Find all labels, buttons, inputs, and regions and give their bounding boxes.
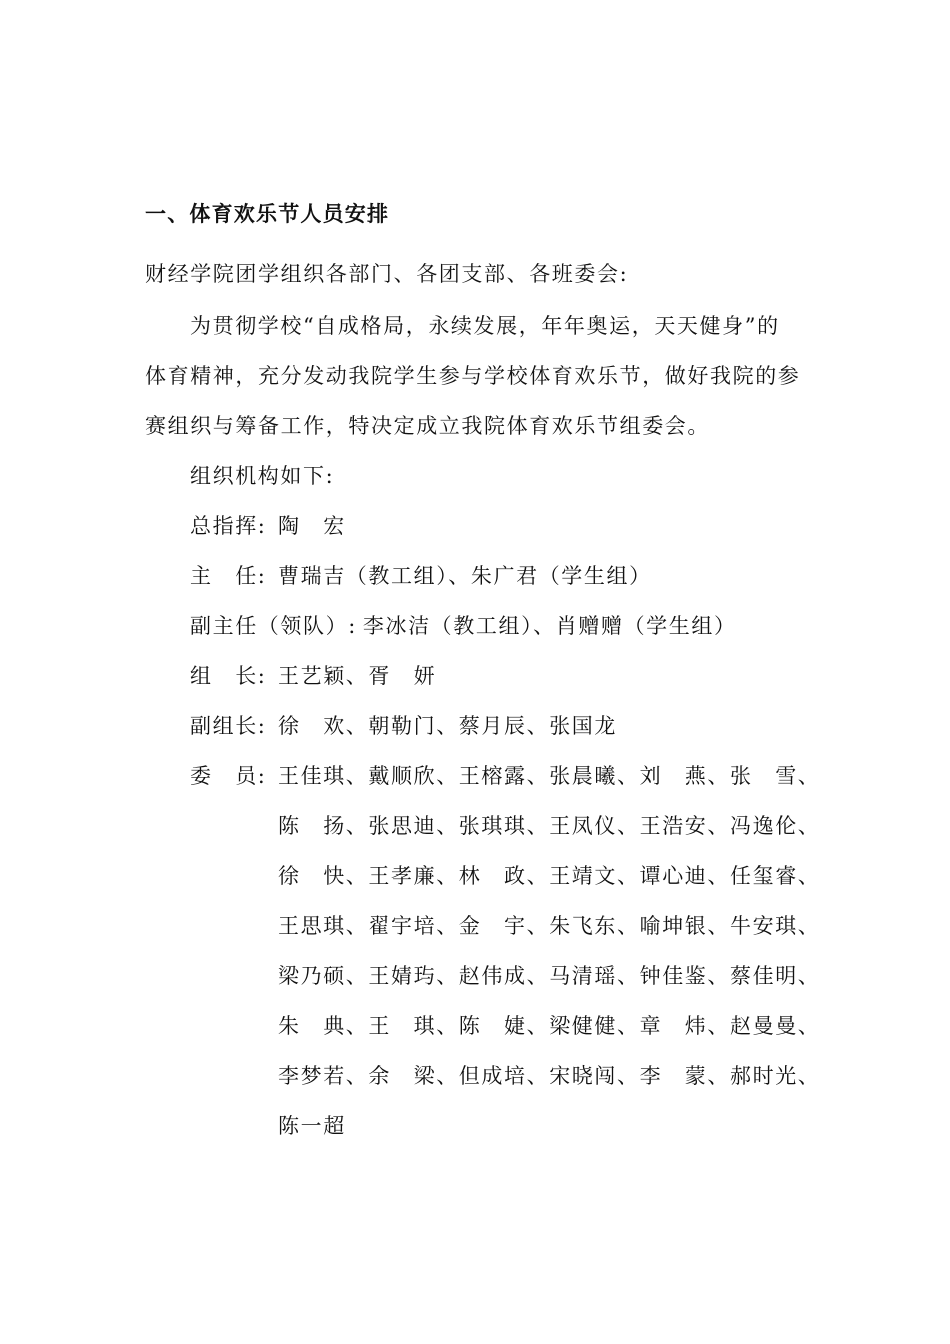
member-line: 徐 快、王孝廉、林 政、王靖文、谭心迪、任玺睿、 xyxy=(278,864,821,888)
paragraph-line: 体育精神，充分发动我院学生参与学校体育欢乐节，做好我院的参 xyxy=(145,364,801,388)
role-names: 王艺颖、胥 妍 xyxy=(278,664,437,688)
member-line: 梁乃硕、王婧玙、赵伟成、马清瑶、钟佳鉴、蔡佳明、 xyxy=(278,964,821,988)
role-names: 陶 宏 xyxy=(278,514,346,538)
member-line: 王思琪、翟宇培、金 宇、朱飞东、喻坤银、牛安琪、 xyxy=(278,914,821,938)
role-label: 副组长: xyxy=(190,714,267,738)
role-label: 主 任: xyxy=(190,564,267,588)
salutation: 财经学院团学组织各部门、各团支部、各班委会: xyxy=(145,262,629,286)
role-director xyxy=(190,562,652,590)
role-label: 总指挥: xyxy=(190,514,267,538)
member-line: 陈 扬、张思迪、张琪琪、王凤仪、王浩安、冯逸伦、 xyxy=(278,814,821,838)
role-commander xyxy=(190,512,346,540)
role-deputy-leader xyxy=(190,712,617,740)
paragraph-line: 为贯彻学校“自成格局，永续发展，年年奥运，天天健身”的 xyxy=(190,314,780,338)
role-label: 委 员: xyxy=(190,764,267,788)
role-names: 徐 欢、朝勒门、蔡月辰、张国龙 xyxy=(278,714,617,738)
role-members xyxy=(190,762,820,790)
org-intro: 组织机构如下: xyxy=(190,464,335,488)
role-label: 副主任（领队）: xyxy=(190,614,357,638)
role-label: 组 长: xyxy=(190,664,267,688)
member-line: 李梦若、余 梁、但成培、宋晓闯、李 蒙、郝时光、 xyxy=(278,1064,821,1088)
paragraph-line: 赛组织与筹备工作，特决定成立我院体育欢乐节组委会。 xyxy=(145,414,710,438)
member-line: 朱 典、王 琪、陈 婕、梁健健、章 炜、赵曼曼、 xyxy=(278,1014,821,1038)
role-deputy-director xyxy=(190,612,737,640)
section-heading: 一、体育欢乐节人员安排 xyxy=(145,202,390,226)
role-names: 李冰洁（教工组）、肖赠赠（学生组） xyxy=(362,614,737,638)
role-names: 曹瑞吉（教工组）、朱广君（学生组） xyxy=(278,564,652,588)
member-line: 王佳琪、戴顺欣、王榕露、张晨曦、刘 燕、张 雪、 xyxy=(278,764,821,788)
member-line: 陈一超 xyxy=(278,1114,346,1138)
role-leader xyxy=(190,662,436,690)
